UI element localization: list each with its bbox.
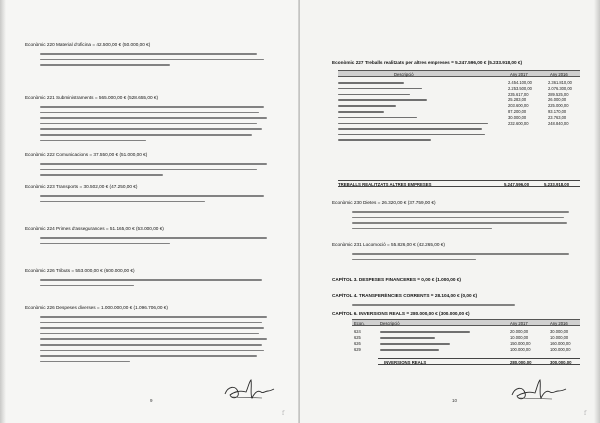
text-line	[40, 199, 276, 205]
value-2017: 25.283,00	[508, 97, 527, 103]
table-header-cell: Any 2016	[550, 71, 568, 77]
text-line	[40, 283, 276, 289]
corner-mark: f	[584, 410, 587, 417]
value-2016: 248.840,00	[548, 120, 569, 126]
description-text	[338, 111, 384, 113]
value-2017: 2.253.500,00	[508, 85, 532, 91]
text-line	[40, 62, 276, 68]
total-2016: 300.000,00	[550, 360, 572, 365]
value-2017: 235.617,00	[508, 91, 529, 97]
right-page	[300, 0, 600, 423]
description-text	[338, 99, 427, 101]
section-heading-e221: Econòmic 221 Subministraments = 565.000,00 € (528.655,00 €)	[25, 95, 159, 100]
page-number: 10	[452, 398, 458, 403]
page-edge-shadow	[594, 0, 600, 423]
value-2017: 203.600,00	[508, 103, 529, 109]
section-heading-e230: Econòmic 230 Dietes = 26.320,00 € (37.759,00 €)	[332, 200, 436, 205]
section-heading-e231: Econòmic 231 Locomoció = 55.826,00 € (42.265,00 €)	[332, 242, 445, 247]
section-heading-cap4: CAPÍTOL 4. TRANSFERÈNCIES CORRENTS = 28.104,00 € (0,00 €)	[332, 293, 478, 298]
table-row	[352, 347, 580, 353]
table-header-cell: Any 2017	[510, 320, 528, 326]
description-text	[338, 128, 482, 130]
section-text-e220	[40, 51, 276, 68]
value-2016: 225.000,00	[548, 103, 569, 109]
value-2016: 100.000,00	[550, 347, 571, 352]
value-2017: 10.000,00	[510, 335, 529, 340]
description-text	[338, 82, 404, 84]
signature-icon	[510, 376, 568, 406]
table-header-cell: Descripció	[380, 320, 400, 326]
description-text	[338, 105, 396, 107]
description-text	[380, 337, 435, 339]
value-2017: 232.600,00	[508, 120, 529, 126]
table-row	[338, 109, 580, 115]
section-text-e221	[40, 104, 276, 143]
table-header-cell: Econ.	[354, 320, 365, 326]
description-text	[338, 117, 417, 119]
value-2016: 93.170,00	[548, 109, 567, 114]
text-line	[40, 241, 276, 247]
table-header	[352, 319, 580, 326]
text-line	[40, 359, 276, 365]
description-text	[380, 343, 450, 345]
value-2017: 150.000,00	[510, 341, 531, 346]
description-text	[338, 94, 410, 96]
total-2017: 280.000,00	[510, 360, 532, 365]
description-text	[338, 134, 485, 136]
cap6-table	[352, 319, 580, 369]
section-text-e222	[40, 161, 276, 178]
signature-icon	[222, 376, 276, 406]
description-text	[338, 123, 488, 125]
section-text-e226b	[40, 314, 276, 364]
table-row	[338, 86, 580, 92]
section-heading-cap6: CAPÍTOL 6. INVERSIONS REALS = 280.000,00 € (300.000,00 €)	[332, 311, 470, 316]
total-label: TREBALLS REALITZATS ALTRES EMPRESES	[338, 182, 432, 187]
value-2016: 289.525,00	[548, 91, 569, 97]
value-2016: 2.076.300,00	[548, 85, 572, 91]
table-row	[338, 137, 580, 143]
section-heading-e226b: Econòmic 226 Despeses diverses = 1.000.000,00 € (1.096.706,00 €)	[25, 305, 168, 310]
section-heading-e227: Econòmic 227 Treballs realitzats per altres empreses = 5.247.596,00 € (5.233.918,00 €)	[332, 60, 523, 65]
value-2017: 100.000,00	[510, 347, 531, 352]
table-row	[338, 80, 580, 86]
value-2016: 26.000,00	[548, 97, 567, 103]
value-2016: 23.763,00	[548, 114, 567, 120]
section-text-cap4	[352, 302, 578, 308]
table-header-cell: Any 2017	[510, 71, 528, 77]
value-2016: 30.000,00	[550, 329, 569, 334]
total-2017: 5.247.596,00	[504, 182, 530, 187]
table-total-row	[378, 358, 580, 365]
e227-table	[338, 70, 580, 192]
table-row	[338, 92, 580, 98]
econ-code: 626	[354, 341, 361, 346]
text-line	[352, 302, 578, 308]
econ-code: 629	[354, 347, 361, 352]
description-text	[380, 331, 470, 333]
table-header	[338, 70, 580, 77]
section-text-e223	[40, 193, 276, 204]
table-row	[352, 341, 580, 347]
value-2017: 20.000,00	[510, 329, 529, 334]
table-row	[352, 335, 580, 341]
table-header-cell: Descripció	[394, 71, 414, 77]
section-heading-e222: Econòmic 222 Comunicacions = 37.550,00 € (51.000,00 €)	[25, 152, 148, 157]
table-row	[338, 97, 580, 103]
text-line	[40, 172, 276, 178]
section-text-e231	[352, 251, 578, 262]
value-2017: 30.000,00	[508, 114, 527, 120]
econ-code: 625	[354, 335, 361, 340]
description-text	[380, 349, 439, 351]
description-text	[338, 139, 431, 141]
section-text-e230	[352, 209, 578, 231]
table-row	[338, 115, 580, 121]
section-text-e224	[40, 235, 276, 246]
section-text-e226	[40, 277, 276, 288]
value-2016: 160.000,00	[550, 341, 571, 346]
value-2016: 2.361.810,00	[548, 80, 572, 85]
total-label: INVERSIONS REALS	[384, 360, 427, 365]
table-total-row	[338, 180, 580, 187]
value-2017: 2.454.100,00	[508, 80, 532, 85]
page-number: 9	[150, 398, 153, 403]
value-2016: 10.000,00	[550, 335, 569, 340]
page-edge-shadow	[0, 0, 6, 423]
section-heading-e224: Econòmic 224 Primes d'assegurances = 51.165,00 € (53.000,00 €)	[25, 226, 164, 231]
text-line	[352, 226, 578, 232]
section-heading-e220: Econòmic 220 Material d'oficina = 42.500,00 € (50.000,00 €)	[25, 42, 151, 47]
text-line	[352, 257, 578, 263]
total-2016: 5.233.918,00	[544, 182, 570, 187]
corner-mark: f	[282, 410, 285, 417]
value-2017: 87.200,00	[508, 109, 527, 114]
section-heading-e223: Econòmic 223 Transports = 30.502,00 € (47.250,00 €)	[25, 184, 138, 189]
table-row	[338, 103, 580, 109]
table-header-cell: Any 2016	[550, 320, 568, 326]
table-row	[352, 329, 580, 335]
description-text	[338, 88, 422, 90]
section-heading-cap3: CAPÍTOL 3. DESPESES FINANCERES = 0,00 € (1.000,00 €)	[332, 277, 461, 282]
econ-code: 624	[354, 329, 361, 334]
section-heading-e226: Econòmic 226 Tributs = 553.000,00 € (600.000,00 €)	[25, 268, 135, 273]
text-line	[40, 138, 276, 144]
